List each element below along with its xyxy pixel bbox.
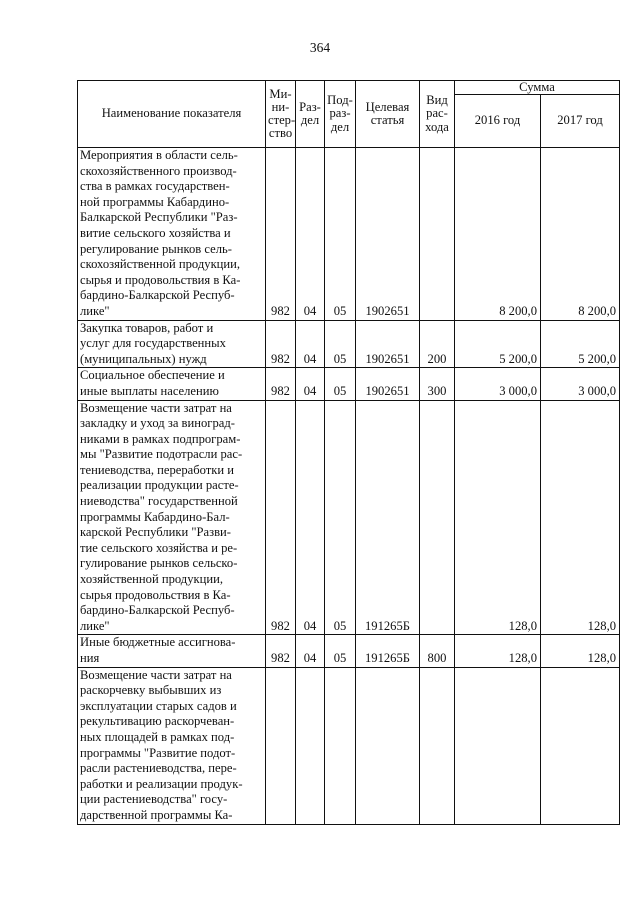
cell-subsection: 05 [325, 400, 356, 635]
name-line: Закупка товаров, работ и [80, 320, 214, 335]
cell-target-article: 191265Б [356, 400, 420, 635]
name-line: регулирование рынков сель- [80, 241, 232, 256]
cell-name [78, 400, 266, 635]
table-row [78, 400, 620, 635]
cell-subsection: 05 [325, 148, 356, 321]
table-body [78, 148, 620, 825]
name-line: лике" [80, 618, 110, 633]
cell-ministry: 982 [266, 320, 296, 368]
cell-target-article: 191265Б [356, 635, 420, 667]
name-line: ния [80, 651, 100, 665]
header-target-article: Целевая статья [356, 81, 420, 148]
name-line: ства в рамках государствен- [80, 179, 230, 194]
cell-name [78, 320, 266, 368]
cell-section: 04 [296, 148, 325, 321]
header-ministry: Ми- ни- стер- ство [266, 81, 296, 148]
cell-expense-type [420, 400, 455, 635]
name-line: Мероприятия в области сель- [80, 148, 238, 162]
table-row [78, 148, 620, 321]
name-line: реализации продукции расте- [80, 478, 239, 493]
header-year-2016: 2016 год [455, 95, 541, 148]
name-line: сырья продовольствия в Ка- [80, 587, 231, 602]
cell-sum-2017: 8 200,0 [541, 148, 620, 321]
name-line: программы "Развитие подот- [80, 745, 236, 760]
name-line: скохозяйственного производ- [80, 163, 237, 178]
name-line: закладку и уход за виноград- [80, 416, 235, 431]
name-line: (муниципальных) нужд [80, 351, 207, 366]
cell-expense-type [420, 667, 455, 824]
cell-sum-2016: 128,0 [455, 400, 541, 635]
name-line: Возмещение части затрат на [80, 400, 232, 415]
cell-subsection: 05 [325, 320, 356, 368]
table-row [78, 368, 620, 400]
name-line: сырья и продовольствия в Ка- [80, 272, 241, 287]
cell-subsection [325, 667, 356, 824]
table-row [78, 635, 620, 667]
cell-ministry: 982 [266, 635, 296, 667]
cell-expense-type [420, 148, 455, 321]
name-line: мы "Развитие подотрасли рас- [80, 447, 243, 462]
cell-sum-2017: 5 200,0 [541, 320, 620, 368]
page-number: 364 [309, 40, 331, 55]
cell-sum-2017: 3 000,0 [541, 368, 620, 400]
cell-expense-type: 200 [420, 320, 455, 368]
name-line: карской Республики "Разви- [80, 525, 231, 540]
name-line: тие сельского хозяйства и ре- [80, 540, 238, 555]
name-line: лике" [80, 303, 110, 318]
cell-sum-2016: 8 200,0 [455, 148, 541, 321]
name-line: бардино-Балкарской Респуб- [80, 288, 235, 303]
name-line: программы Кабардино-Бал- [80, 509, 230, 524]
cell-target-article [356, 667, 420, 824]
cell-section [296, 667, 325, 824]
name-line: скохозяйственной продукции, [80, 257, 241, 272]
table-row [78, 667, 620, 824]
cell-section: 04 [296, 400, 325, 635]
cell-ministry: 982 [266, 148, 296, 321]
cell-sum-2016 [455, 667, 541, 824]
header-year-2017: 2017 год [541, 95, 620, 148]
name-line: эксплуатации старых садов и [80, 698, 237, 713]
header-section: Раз- дел [296, 81, 325, 148]
name-line: ной программы Кабардино- [80, 194, 230, 209]
name-line: хозяйственной продукции, [80, 572, 224, 587]
cell-expense-type: 800 [420, 635, 455, 667]
cell-section: 04 [296, 320, 325, 368]
cell-target-article: 1902651 [356, 320, 420, 368]
cell-ministry: 982 [266, 368, 296, 400]
cell-section: 04 [296, 635, 325, 667]
name-line: Социальное обеспечение и [80, 368, 225, 383]
name-line: ниеводства" государственной [80, 494, 238, 509]
table-header [78, 81, 620, 148]
name-line: Иные бюджетные ассигнова- [80, 635, 236, 650]
cell-name [78, 667, 266, 824]
name-line: никами в рамках подпрограм- [80, 431, 241, 446]
budget-table [77, 80, 620, 825]
name-line: дарственной программы Ка- [80, 807, 233, 822]
name-line: тениеводства, переработки и [80, 462, 235, 477]
cell-ministry: 982 [266, 400, 296, 635]
cell-sum-2016: 128,0 [455, 635, 541, 667]
cell-target-article: 1902651 [356, 368, 420, 400]
name-line: иные выплаты населению [80, 383, 219, 398]
name-line: Возмещение части затрат на [80, 667, 232, 682]
name-line: расли растениеводства, пере- [80, 761, 237, 776]
name-line: ных площадей в рамках под- [80, 729, 235, 744]
header-subsection: Под- раз- дел [325, 81, 356, 148]
cell-section: 04 [296, 368, 325, 400]
name-line: услуг для государственных [80, 336, 226, 351]
name-line: Балкарской Республики "Раз- [80, 210, 238, 225]
name-line: раскорчевку выбывших из [80, 683, 222, 698]
table-row [78, 320, 620, 368]
name-line: работки и реализации продук- [80, 776, 243, 791]
cell-subsection: 05 [325, 368, 356, 400]
cell-sum-2016: 5 200,0 [455, 320, 541, 368]
cell-sum-2017: 128,0 [541, 635, 620, 667]
header-expense-type: Вид рас- хода [420, 81, 455, 148]
cell-sum-2017: 128,0 [541, 400, 620, 635]
name-line: рекультивацию раскорчеван- [80, 714, 235, 729]
name-line: бардино-Балкарской Респуб- [80, 603, 235, 618]
cell-expense-type: 300 [420, 368, 455, 400]
cell-ministry [266, 667, 296, 824]
header-name: Наименование показателя [78, 81, 266, 148]
name-line: ции растениеводства" госу- [80, 792, 228, 807]
name-line: витие сельского хозяйства и [80, 225, 231, 240]
header-sum: Сумма [455, 81, 620, 95]
cell-name [78, 148, 266, 321]
cell-subsection: 05 [325, 635, 356, 667]
name-line: гулирование рынков сельско- [80, 556, 238, 571]
cell-name [78, 635, 266, 667]
cell-sum-2017 [541, 667, 620, 824]
cell-target-article: 1902651 [356, 148, 420, 321]
cell-sum-2016: 3 000,0 [455, 368, 541, 400]
cell-name [78, 368, 266, 400]
